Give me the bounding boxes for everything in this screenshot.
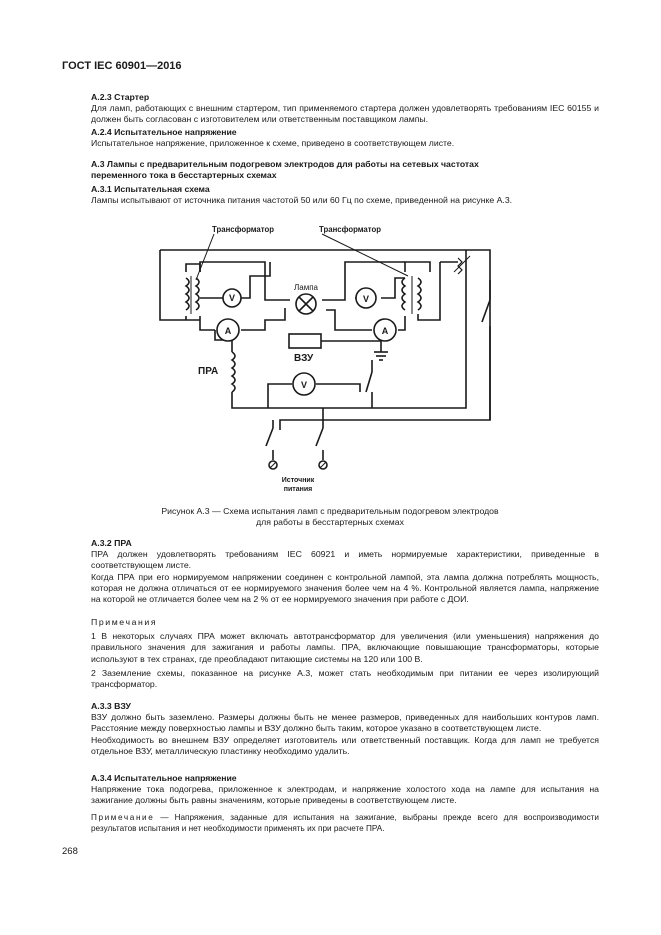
meter-a-left: A [224, 326, 232, 336]
section-a3 [91, 159, 599, 181]
circuit-diagram [150, 220, 510, 500]
pra-coil [232, 352, 235, 392]
left-transformer-coil-1 [186, 278, 189, 310]
notes-title: Примечания [91, 617, 158, 627]
section-a34 [91, 773, 599, 834]
label-source-line2: питания [283, 486, 313, 493]
source-switch-right [316, 428, 323, 446]
source-switch-left [266, 428, 273, 446]
switch-vzu [366, 372, 372, 392]
note-2: 2 Заземление схемы, показанное на рисунке А.3, может стать необходимым при питании ее через изолирующий трансформатор. [91, 667, 599, 690]
section-a32-p1: ПРА должен удовлетворять требованиям IEC 60921 и иметь нормируемые характеристики, приведенные в соответствующем листе. [91, 549, 599, 571]
right-transformer-coil-1 [402, 278, 405, 310]
label-transformer-left: Трансформатор [212, 225, 274, 234]
document-header: ГОСТ IEC 60901—2016 [62, 60, 182, 72]
section-a32-notes [91, 617, 599, 690]
section-a32-heading: А.3.2 ПРА [91, 538, 132, 548]
section-a24-text: Испытательное напряжение, приложенное к схеме, приведено в соответствующем листе. [91, 138, 455, 149]
meter-v-right: V [362, 294, 370, 304]
label-transformer-right: Трансформатор [319, 225, 381, 234]
vzu-block [289, 334, 321, 348]
left-transformer-top [186, 264, 200, 272]
section-a33-p2: Необходимость во внешнем ВЗУ определяет изготовитель или ответственный поставщик. Когда для ламп не требуется отдельное ВЗУ, металлическую пластинку необходимо удалить. [91, 734, 599, 756]
note-1: 1 В некоторых случаях ПРА может включать автотрансформатор для увеличения (или уменьшения) напряжения до правильного значения для зажигания и работы лампы. ПРА, включающие повышающие трансформаторы, которые используют в тех странах, где преобладают питающие системы на 120 или 100 В. [91, 631, 599, 664]
section-a32 [91, 538, 599, 605]
wire-outer-left [160, 250, 200, 320]
section-a34-heading: А.3.4 Испытательное напряжение [91, 773, 237, 783]
section-a3-heading-line2: переменного тока в бесстартерных схемах [91, 170, 277, 181]
meter-a-right: A [381, 326, 389, 336]
right-transformer-leader [322, 234, 408, 276]
meter-v-left: V [228, 293, 236, 303]
section-a34-note-title: Примечание [91, 812, 155, 822]
label-lamp: Лампа [294, 283, 318, 292]
page-number: 268 [62, 846, 78, 857]
section-a33-heading: А.3.3 ВЗУ [91, 701, 131, 711]
section-a34-note [91, 812, 599, 834]
section-a23-heading: А.2.3 Стартер [91, 92, 150, 102]
right-transformer-coil-2 [418, 278, 421, 310]
section-a23-text: Для ламп, работающих с внешним стартером, тип применяемого стартера должен удовлетворять требованиям IEC 60155 и должен быть согласован с изготовителем или ответственным поставщиком лампы. [91, 103, 599, 125]
figure-caption-line1: Рисунок А.3 — Схема испытания ламп с предварительным подогревом электродов [161, 506, 499, 516]
left-transformer-coil-2 [196, 278, 199, 310]
section-a31 [91, 184, 599, 206]
figure-caption-line2: для работы в бесстартерных схемах [256, 517, 404, 528]
section-a23 [91, 92, 599, 126]
section-a31-text: Лампы испытывают от источника питания частотой 50 или 60 Гц по схеме, приведенной на рисунке А.3. [91, 195, 513, 206]
section-a24 [91, 127, 599, 149]
section-a33 [91, 701, 599, 757]
section-a32-p2: Когда ПРА при его нормируемом напряжении соединен с контрольной лампой, эта лампа должна потреблять мощность, которая не должна отличаться от ее нормируемого значения более чем на 4 %. Контрольной является лампа, напряжение на которой не отличается более чем на 2 % от ее нормируемого значения при работе с ДОИ. [91, 571, 599, 605]
left-transformer-leader [196, 234, 214, 280]
section-a24-heading: А.2.4 Испытательное напряжение [91, 127, 237, 137]
section-a31-heading: А.3.1 Испытательная схема [91, 184, 210, 194]
wire-left-to-lamp [200, 262, 290, 300]
section-a34-note-text: — Напряжения, заданные для испытания на зажигание, выбраны прежде всего для воспроизводимости результатов испытания и нет необходимости применять их при расчете ПРА. [91, 812, 599, 833]
meter-v-bottom: V [300, 380, 308, 390]
label-pra: ПРА [198, 366, 219, 377]
switch-right-top [482, 300, 490, 322]
label-vzu: ВЗУ [294, 353, 314, 364]
section-a34-text: Напряжение тока подогрева, приложенное к электродам, и напряжение холостого хода на лампе для испытания на зажигание должны быть равны значениям, которые приведены в соответствующем листе. [91, 784, 599, 806]
section-a3-heading-line1: А.3 Лампы с предварительным подогревом электродов для работы на сетевых частотах [91, 159, 479, 169]
section-a33-p1: ВЗУ должно быть заземлено. Размеры должны быть не менее размеров, приведенных для наибольших контуров ламп. Расстояние между поверхностью лампы и ВЗУ должно быть таким, которое указано в соответствующем листе. [91, 712, 599, 734]
label-source-line1: Источник [281, 477, 315, 484]
figure-caption [90, 506, 570, 528]
